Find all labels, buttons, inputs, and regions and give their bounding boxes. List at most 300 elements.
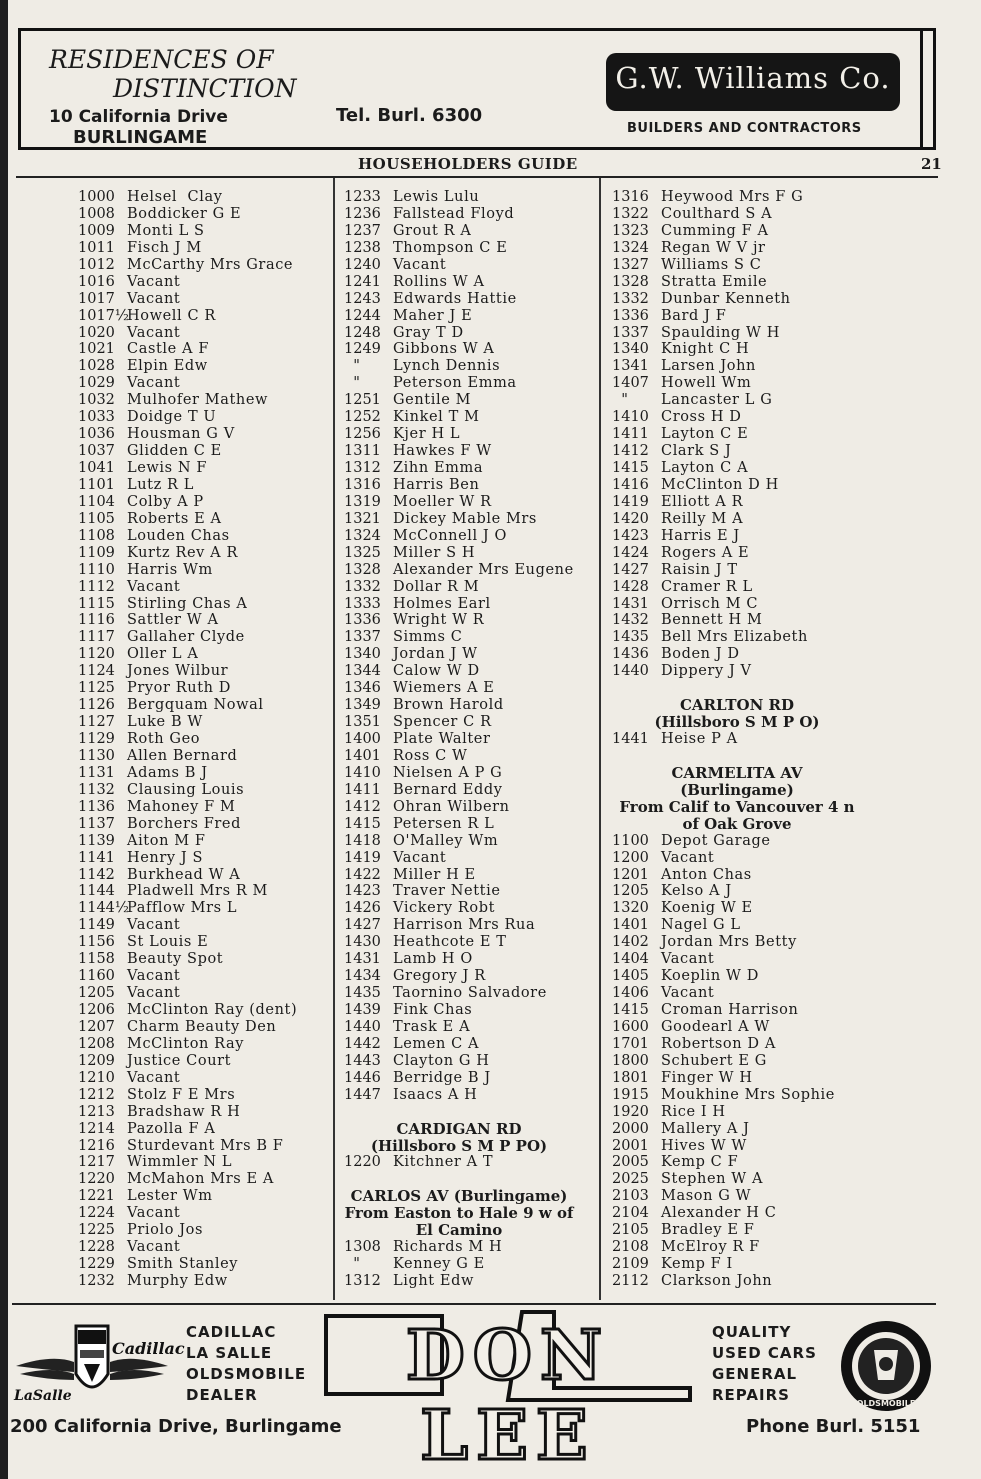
footer-rule: [12, 1303, 936, 1305]
householder-name: Nielsen A P G: [393, 764, 503, 781]
directory-entry: [338, 274, 588, 291]
ad-telephone: Tel. Burl. 6300: [336, 105, 483, 126]
householder-name: Alexander Mrs Eugene: [393, 561, 574, 578]
directory-entry: [72, 443, 297, 460]
house-number: 1427: [612, 561, 649, 578]
street-heading: (Hillsboro S M P O): [654, 713, 820, 732]
directory-entry: [606, 1138, 868, 1155]
householder-name: McMahon Mrs E A: [127, 1171, 274, 1188]
house-number: 1210: [78, 1069, 115, 1086]
directory-entry: [72, 358, 297, 375]
house-number: 1011: [78, 239, 115, 256]
house-number: 1800: [612, 1052, 649, 1069]
house-number: 1701: [612, 1035, 649, 1052]
house-number: 1320: [612, 900, 649, 917]
directory-entry: [72, 1104, 297, 1121]
directory-entry: [338, 443, 588, 460]
street-heading: CARDIGAN RD: [396, 1119, 522, 1138]
ad-address: 10 California Drive: [49, 107, 228, 127]
directory-entry: [606, 1188, 868, 1205]
house-number: 1344: [344, 663, 381, 680]
householder-name: Boddicker G E: [127, 205, 242, 222]
house-number: 1351: [344, 714, 381, 731]
householder-name: Bell Mrs Elizabeth: [661, 629, 808, 646]
directory-entry: [606, 1036, 868, 1053]
street-heading: CARLTON RD: [679, 696, 794, 715]
householder-name: Sturdevant Mrs B F: [127, 1137, 284, 1154]
householder-name: Gallaher Clyde: [127, 629, 245, 646]
directory-entry: [606, 968, 868, 985]
householder-name: Trask E A: [393, 1018, 471, 1035]
house-number: 1415: [344, 815, 381, 832]
householder-name: Elliott A R: [661, 493, 744, 510]
directory-entry: [72, 223, 297, 240]
house-number: 1327: [612, 256, 649, 273]
directory-entry: [606, 1104, 868, 1121]
directory-entry: [338, 934, 588, 951]
house-number: 1141: [78, 849, 115, 866]
house-number: 1443: [344, 1052, 381, 1069]
house-number: 1037: [78, 443, 115, 460]
directory-entry: [72, 477, 297, 494]
directory-entry: [606, 579, 868, 596]
house-number: 1116: [78, 612, 115, 629]
householder-name: Mulhofer Mathew: [127, 392, 269, 409]
directory-entry: [338, 646, 588, 663]
house-number: 1411: [344, 781, 381, 798]
directory-entry: [72, 629, 297, 646]
directory-entry: [72, 240, 297, 257]
house-number: 1308: [344, 1239, 381, 1256]
householder-name: Dunbar Kenneth: [661, 290, 791, 307]
house-number: 1016: [78, 273, 115, 290]
house-number: 1112: [78, 578, 115, 595]
directory-entry: [72, 612, 297, 629]
house-number: 1213: [78, 1103, 115, 1120]
directory-entry: [606, 1239, 868, 1256]
house-number: 1328: [344, 561, 381, 578]
householder-name: Knight C H: [661, 341, 750, 358]
directory-entry: [606, 460, 868, 477]
householder-name: Kitchner A T: [393, 1154, 494, 1171]
householder-name: Vacant: [127, 968, 181, 985]
householder-name: Oller L A: [127, 646, 199, 663]
householder-name: Light Edw: [393, 1273, 475, 1289]
header-rule: [16, 176, 938, 178]
house-number: 1142: [78, 866, 115, 883]
house-number: 1017: [78, 290, 115, 307]
directory-entry: [72, 596, 297, 613]
householder-name: Howell C R: [127, 307, 216, 324]
directory-entry: [606, 325, 868, 342]
householder-name: Isaacs A H: [393, 1086, 478, 1103]
directory-entry: [606, 1222, 868, 1239]
directory-entry: [606, 1273, 868, 1290]
directory-entry: [72, 782, 297, 799]
householder-name: Charm Beauty Den: [127, 1018, 277, 1035]
directory-entry: [72, 1154, 297, 1171]
house-number: 1435: [612, 629, 649, 646]
house-number: 1431: [612, 595, 649, 612]
directory-entry: [72, 697, 297, 714]
householder-name: Vacant: [661, 951, 715, 968]
directory-entry: [72, 1188, 297, 1205]
directory-entry: [72, 850, 297, 867]
spacer-row: [606, 748, 868, 765]
directory-entry: [338, 629, 588, 646]
house-number: ": [344, 375, 360, 392]
directory-entry: [338, 562, 588, 579]
directory-entry: [606, 663, 868, 680]
house-number: 1029: [78, 375, 115, 392]
householder-name: Bennett H M: [661, 612, 763, 629]
householder-name: Vacant: [393, 849, 447, 866]
house-number: 1012: [78, 256, 115, 273]
directory-entry: [606, 1053, 868, 1070]
service-lines: [712, 1322, 817, 1406]
directory-entry: [338, 714, 588, 731]
oldsmobile-emblem: [838, 1318, 934, 1414]
householder-name: Rice I H: [661, 1103, 726, 1120]
house-number: 1000: [78, 189, 115, 205]
directory-entry: [338, 731, 588, 748]
house-number: 1419: [344, 849, 381, 866]
directory-entry: [338, 206, 588, 223]
don-lee-logo: DON LEE: [405, 1316, 611, 1476]
householder-name: Jones Wilbur: [127, 663, 229, 680]
householder-name: Housman G V: [127, 426, 235, 443]
house-number: 1216: [78, 1137, 115, 1154]
house-number: 1020: [78, 324, 115, 341]
house-number: 1160: [78, 968, 115, 985]
directory-entry: [338, 816, 588, 833]
street-heading: From Calif to Vancouver 4 n: [619, 797, 855, 816]
house-number: 1032: [78, 392, 115, 409]
footer-address: 200 California Drive, Burlingame: [10, 1416, 342, 1437]
directory-entry: [338, 1154, 588, 1171]
house-number: 2103: [612, 1188, 649, 1205]
householder-name: Coulthard S A: [661, 205, 773, 222]
directory-entry: [338, 1239, 588, 1256]
directory-entry: [72, 528, 297, 545]
directory-entry: [606, 833, 868, 850]
house-number: 2112: [612, 1273, 649, 1289]
directory-entry: [338, 883, 588, 900]
dealer-line-oldsmobile: OLDSMOBILE: [186, 1365, 307, 1383]
householder-name: Borchers Fred: [127, 815, 241, 832]
house-number: 1439: [344, 1002, 381, 1018]
house-number: 1100: [612, 832, 649, 849]
directory-entry: [72, 460, 297, 477]
service-line-used-cars: USED CARS: [712, 1344, 817, 1362]
house-number: 1041: [78, 460, 115, 476]
directory-entry: [72, 833, 297, 850]
house-number: ": [344, 1256, 360, 1273]
directory-entry: [338, 596, 588, 613]
householder-name: Lemen C A: [393, 1035, 480, 1052]
directory-entry: [606, 731, 868, 748]
directory-entry: [72, 291, 297, 308]
cadillac-lasalle-emblem: [12, 1314, 185, 1406]
householder-name: Lewis Lulu: [393, 189, 480, 205]
house-number: 2109: [612, 1256, 649, 1273]
householder-name: Monti L S: [127, 222, 205, 239]
householder-name: Wiemers A E: [393, 680, 495, 697]
directory-entry: [606, 562, 868, 579]
house-number: 1324: [344, 527, 381, 544]
householder-name: McClinton Ray (dent): [127, 1002, 298, 1018]
directory-column-2: [338, 189, 588, 1290]
householder-name: Heathcote E T: [393, 934, 507, 951]
house-number: 1332: [344, 578, 381, 595]
directory-entry: [606, 477, 868, 494]
directory-entry: [72, 765, 297, 782]
page-number: 21: [921, 155, 942, 173]
householder-name: Dickey Mable Mrs: [393, 510, 537, 527]
house-number: 1426: [344, 900, 381, 917]
householder-name: Vacant: [127, 578, 181, 595]
house-number: 1126: [78, 697, 115, 714]
directory-entry: [72, 985, 297, 1002]
house-number: 1200: [612, 849, 649, 866]
service-line-quality: QUALITY: [712, 1323, 792, 1341]
house-number: 1229: [78, 1256, 115, 1273]
directory-entry: [72, 308, 297, 325]
householder-name: Boden J D: [661, 646, 740, 663]
householder-name: Pryor Ruth D: [127, 680, 232, 697]
directory-entry: [606, 392, 868, 409]
directory-entry: [338, 325, 588, 342]
directory-entry: [606, 545, 868, 562]
directory-entry: [606, 900, 868, 917]
householder-name: Zihn Emma: [393, 460, 484, 476]
householder-name: Mahoney F M: [127, 798, 236, 815]
street-heading: (Burlingame): [680, 780, 794, 799]
directory-entry: [338, 951, 588, 968]
house-number: 1920: [612, 1103, 649, 1120]
householder-name: Ohran Wilbern: [393, 798, 510, 815]
householder-name: McConnell J O: [393, 527, 508, 544]
directory-entry: [338, 392, 588, 409]
house-number: 1104: [78, 493, 115, 510]
service-line-repairs: REPAIRS: [712, 1386, 790, 1404]
house-number: 1333: [344, 595, 381, 612]
householder-name: Moukhine Mrs Sophie: [661, 1086, 835, 1103]
directory-entry: [338, 1002, 588, 1019]
house-number: ": [612, 392, 628, 409]
house-number: 1206: [78, 1002, 115, 1018]
house-number: 1131: [78, 764, 115, 781]
house-number: 1340: [612, 341, 649, 358]
householder-name: Glidden C E: [127, 443, 222, 460]
directory-entry: [72, 816, 297, 833]
householder-name: McClinton D H: [661, 476, 779, 493]
service-line-general: GENERAL: [712, 1365, 798, 1383]
directory-entry: [606, 375, 868, 392]
householder-name: Dippery J V: [661, 663, 752, 680]
directory-entry: [606, 867, 868, 884]
directory-entry: [338, 612, 588, 629]
householder-name: Layton C A: [661, 460, 749, 476]
house-number: 1419: [612, 493, 649, 510]
directory-entry: [72, 1002, 297, 1019]
directory-entry: [72, 545, 297, 562]
householder-name: Jordan Mrs Betty: [661, 934, 797, 951]
house-number: 1124: [78, 663, 115, 680]
house-number: 1009: [78, 222, 115, 239]
house-number: 1130: [78, 747, 115, 764]
householder-name: Vacant: [127, 290, 181, 307]
house-number: 1337: [612, 324, 649, 341]
directory-entry: [338, 291, 588, 308]
directory-entry: [72, 1036, 297, 1053]
directory-entry: [338, 223, 588, 240]
householder-name: St Louis E: [127, 934, 209, 951]
directory-entry: [338, 867, 588, 884]
directory-entry: [338, 697, 588, 714]
directory-entry: [606, 1087, 868, 1104]
householder-name: Koenig W E: [661, 900, 753, 917]
directory-entry: [338, 765, 588, 782]
house-number: 1440: [344, 1018, 381, 1035]
householder-name: Traver Nettie: [393, 883, 501, 900]
directory-entry: [338, 189, 588, 206]
house-number: 1109: [78, 544, 115, 561]
householder-name: Gregory J R: [393, 968, 486, 985]
dealer-line-lasalle: LA SALLE: [186, 1344, 273, 1362]
house-number: 1233: [344, 189, 381, 205]
householder-name: Lewis N F: [127, 460, 208, 476]
house-number: 1312: [344, 460, 381, 476]
householder-name: Colby A P: [127, 493, 204, 510]
directory-entry: [338, 494, 588, 511]
directory-entry: [606, 1121, 868, 1138]
householder-name: Harris Wm: [127, 561, 213, 578]
house-number: 1311: [344, 443, 381, 460]
householder-name: Croman Harrison: [661, 1002, 799, 1018]
house-number: 1244: [344, 307, 381, 324]
house-number: 2104: [612, 1205, 649, 1222]
directory-entry: [72, 867, 297, 884]
directory-entry: [338, 748, 588, 765]
directory-entry: [338, 308, 588, 325]
householder-name: Lutz R L: [127, 476, 194, 493]
householder-name: Holmes Earl: [393, 595, 491, 612]
directory-entry: [72, 392, 297, 409]
directory-column-3: [606, 189, 868, 1290]
directory-entry: [72, 951, 297, 968]
householder-name: Pazolla F A: [127, 1120, 216, 1137]
householder-name: Vacant: [127, 985, 181, 1002]
householder-name: Bradshaw R H: [127, 1103, 241, 1120]
house-number: 1224: [78, 1205, 115, 1222]
house-number: 1249: [344, 341, 381, 358]
householder-name: Clayton G H: [393, 1052, 490, 1069]
directory-entry: [72, 426, 297, 443]
house-number: 1420: [612, 510, 649, 527]
house-number: 1440: [612, 663, 649, 680]
house-number: 1201: [612, 866, 649, 883]
directory-entry: [606, 206, 868, 223]
house-number: 1447: [344, 1086, 381, 1103]
householder-name: Gentile M: [393, 392, 472, 409]
householder-name: Miller S H: [393, 544, 476, 561]
householder-name: Clark S J: [661, 443, 732, 460]
householder-name: Cumming F A: [661, 222, 769, 239]
directory-entry: [606, 985, 868, 1002]
directory-entry: [72, 1273, 297, 1290]
householder-name: Jordan J W: [393, 646, 478, 663]
house-number: 1423: [344, 883, 381, 900]
householder-name: Lancaster L G: [661, 392, 773, 409]
householder-name: Stirling Chas A: [127, 595, 248, 612]
directory-entry: [72, 341, 297, 358]
householder-name: Vacant: [127, 1205, 181, 1222]
householder-name: Spencer C R: [393, 714, 492, 731]
house-number: 1405: [612, 968, 649, 985]
house-number: 1402: [612, 934, 649, 951]
directory-entry: [606, 291, 868, 308]
directory-entry: [606, 1171, 868, 1188]
directory-entry: [338, 375, 588, 392]
householder-name: Maher J E: [393, 307, 473, 324]
householder-name: Brown Harold: [393, 697, 504, 714]
directory-entry: [72, 646, 297, 663]
house-number: 1349: [344, 697, 381, 714]
directory-entry: [606, 409, 868, 426]
house-number: 1312: [344, 1273, 381, 1289]
directory-entry: [606, 850, 868, 867]
house-number: 1232: [78, 1273, 115, 1289]
directory-entry: [72, 257, 297, 274]
house-number: 1158: [78, 951, 115, 968]
house-number: 1423: [612, 527, 649, 544]
directory-entry: [606, 494, 868, 511]
directory-entry: [338, 545, 588, 562]
directory-entry: [72, 731, 297, 748]
householder-name: Williams S C: [661, 256, 762, 273]
house-number: 1336: [344, 612, 381, 629]
householder-name: Schubert E G: [661, 1052, 767, 1069]
house-number: 1340: [344, 646, 381, 663]
householder-name: Kurtz Rev A R: [127, 544, 238, 561]
house-number: 1415: [612, 460, 649, 476]
householder-name: Helsel Clay: [127, 189, 223, 205]
directory-entry: [338, 426, 588, 443]
house-number: 1336: [612, 307, 649, 324]
street-heading: El Camino: [415, 1221, 503, 1240]
directory-entry: [72, 1171, 297, 1188]
house-number: 1600: [612, 1018, 649, 1035]
house-number: 1207: [78, 1018, 115, 1035]
house-number: 1427: [344, 917, 381, 934]
house-number: 1144: [78, 883, 115, 900]
householder-name: Cross H D: [661, 409, 742, 426]
householder-name: Depot Garage: [661, 832, 771, 849]
street-heading: (Hillsboro S M P PO): [370, 1136, 548, 1155]
house-number: 1036: [78, 426, 115, 443]
directory-entry: [338, 240, 588, 257]
house-number: 1418: [344, 832, 381, 849]
house-number: 1120: [78, 646, 115, 663]
householder-name: Orrisch M C: [661, 595, 759, 612]
cadillac-script: Cadillac: [112, 1339, 185, 1358]
householder-name: Doidge T U: [127, 409, 217, 426]
householder-name: Reilly M A: [661, 510, 744, 527]
spacer-row: [338, 1104, 588, 1121]
house-number: 1129: [78, 731, 115, 747]
house-number: 1110: [78, 561, 115, 578]
